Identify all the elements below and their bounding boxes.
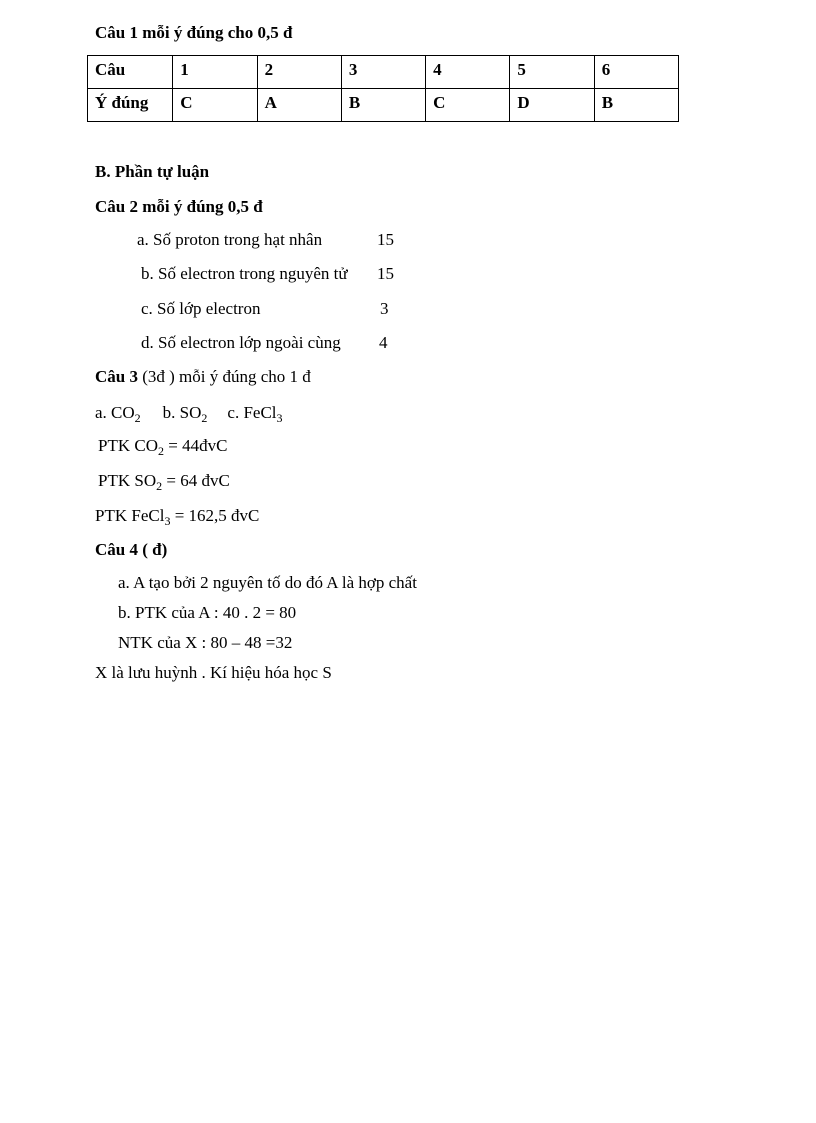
q2-item-c-value: 3 [380, 299, 389, 318]
formula-co2: a. $CO_2$ [95, 403, 141, 425]
formula-fecl3: c. FeCl$_3$ [227, 403, 283, 425]
ptk-fecl3: PTK FeCl$_3$ = 162,5 đvC [95, 506, 260, 528]
ptk-so2: PTK $SO_2 = 64$ đvC [98, 471, 230, 493]
table-cell: C [173, 89, 257, 122]
q4-line-d: X là lưu huỳnh . Kí hiệu hóa học S [95, 663, 332, 682]
q3-formulas [95, 403, 283, 423]
formula-so2: b. $SO_2$ [162, 403, 208, 425]
q2-item-d-value: 4 [379, 333, 388, 352]
answer-table [87, 55, 679, 122]
table-cell: 3 [341, 56, 425, 89]
section-b-heading: B. Phần tự luận [95, 162, 210, 181]
q2-item-d-label: d. Số electron lớp ngoài cùng [141, 333, 341, 352]
q2-item-a-value: 15 [377, 230, 394, 249]
table-row-answers [88, 89, 679, 122]
ptk-co2: PTK $CO_2$ = 44đvC [98, 436, 228, 458]
table-cell: 6 [594, 56, 678, 89]
q3-heading-rest: (3đ ) mỗi ý đúng cho 1 đ [137, 367, 311, 386]
q1-heading: Câu 1 mỗi ý đúng cho 0,5 đ [95, 23, 293, 42]
table-cell: C [426, 89, 510, 122]
q3-heading [95, 367, 311, 387]
q4-line-c: NTK của X : 80 – 48 =32 [118, 633, 293, 652]
table-cell: B [341, 89, 425, 122]
q2-item-a-label: a. Số proton trong hạt nhân [137, 230, 323, 249]
table-cell-header: Câu [88, 56, 173, 89]
q2-item-b-label: b. Số electron trong nguyên tử [141, 264, 348, 283]
q2-heading: Câu 2 mỗi ý đúng 0,5 đ [95, 197, 263, 216]
q3-heading-bold: Câu 3 [95, 367, 138, 386]
table-cell: 1 [173, 56, 257, 89]
table-cell: 2 [257, 56, 341, 89]
table-cell-header: Ý đúng [88, 89, 173, 122]
q4-line-a: a. A tạo bởi 2 nguyên tố do đó A là hợp chất [118, 573, 417, 592]
table-cell: 5 [510, 56, 594, 89]
q2-item-c-label: c. Số lớp electron [141, 299, 261, 318]
table-cell: 4 [426, 56, 510, 89]
table-cell: A [257, 89, 341, 122]
q4-line-b: b. PTK của A : 40 . 2 = 80 [118, 603, 297, 622]
q2-item-b-value: 15 [377, 264, 394, 283]
table-cell: B [594, 89, 678, 122]
table-row-numbers [88, 56, 679, 89]
table-cell: D [510, 89, 594, 122]
q4-heading: Câu 4 ( đ) [95, 540, 168, 559]
